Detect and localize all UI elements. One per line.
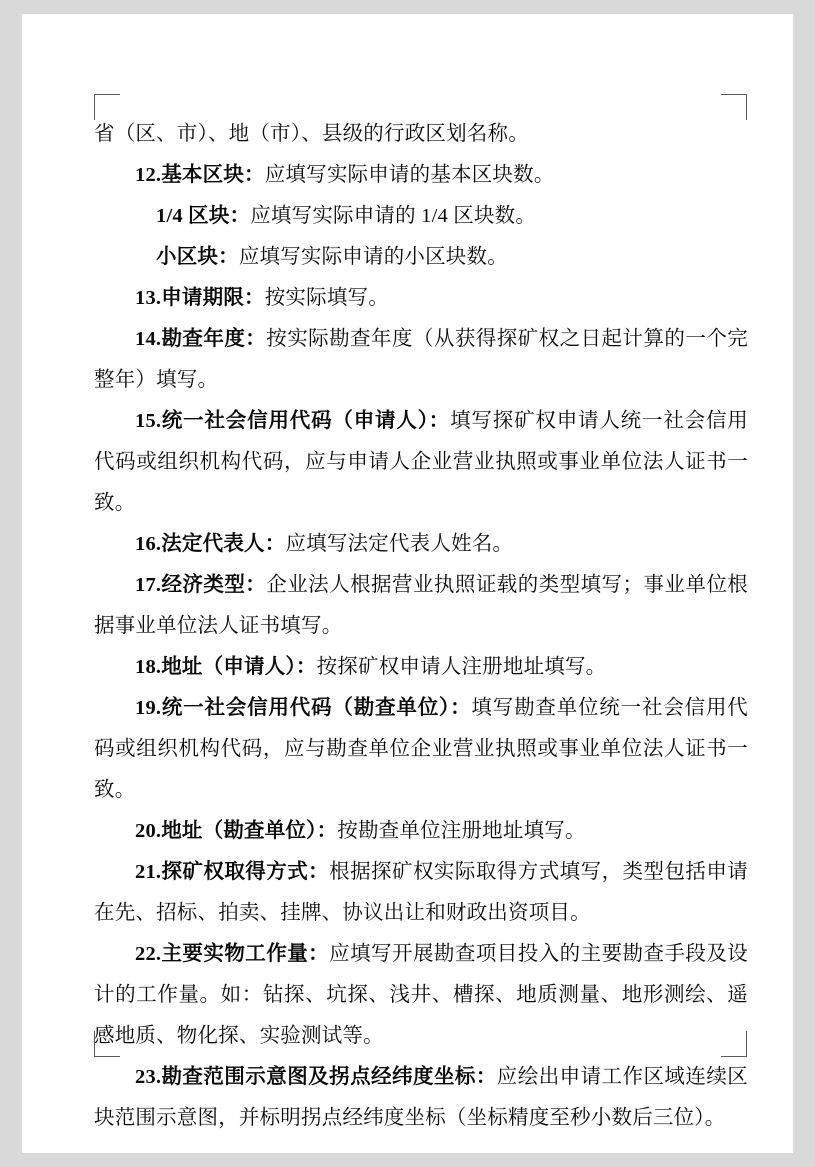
paragraph-item-20-text: 按勘查单位注册地址填写。 — [337, 820, 586, 842]
paragraph-item-17-label: 17.经济类型： — [135, 574, 267, 596]
paragraph-item-12 — [94, 155, 748, 196]
paragraph-item-small-block-text: 应填写实际申请的小区块数。 — [238, 246, 508, 268]
paragraph-item-small-block-label: 小区块： — [156, 246, 239, 268]
paragraph-item-13-label: 13.申请期限： — [135, 287, 265, 309]
document-page — [22, 14, 793, 1153]
paragraph-item-small-block — [94, 237, 748, 278]
paragraph-item-21-label: 21.探矿权取得方式： — [135, 861, 330, 883]
paragraph-item-16 — [94, 524, 748, 565]
paragraph-continuation — [94, 114, 748, 155]
paragraph-item-16-label: 16.法定代表人： — [135, 533, 286, 555]
paragraph-item-18-text: 按探矿权申请人注册地址填写。 — [316, 656, 607, 678]
paragraph-item-13-text: 按实际填写。 — [264, 287, 389, 309]
paragraph-item-quarter-block — [94, 196, 748, 237]
paragraph-item-18 — [94, 647, 748, 688]
paragraph-item-23 — [94, 1057, 748, 1139]
paragraph-item-16-text: 应填写法定代表人姓名。 — [285, 533, 514, 555]
paragraph-item-17 — [94, 565, 748, 647]
paragraph-item-quarter-block-label: 1/4 区块： — [156, 205, 251, 227]
paragraph-item-21-text: 根据探矿权实际取得方式填写，类型包括申请在先、招标、拍卖、挂牌、协议出让和财政出资项目。 — [94, 861, 749, 924]
paragraph-item-19-text: 填写勘查单位统一社会信用代码或组织机构代码，应与勘查单位企业营业执照或事业单位法人证书一致。 — [94, 697, 748, 801]
paragraph-item-14 — [94, 319, 748, 401]
paragraph-item-18-label: 18.地址（申请人）： — [135, 656, 317, 678]
paragraph-item-13 — [94, 278, 748, 319]
paragraph-item-23-text: 应绘出申请工作区域连续区块范围示意图，并标明拐点经纬度坐标（坐标精度至秒小数后三位）。 — [94, 1066, 748, 1129]
paragraph-item-12-label: 12.基本区块： — [135, 164, 265, 186]
paragraph-item-22 — [94, 934, 748, 1057]
paragraph-item-22-label: 22.主要实物工作量： — [135, 943, 330, 965]
paragraph-item-12-text: 应填写实际申请的基本区块数。 — [264, 164, 555, 186]
paragraph-item-14-text: 按实际勘查年度（从获得探矿权之日起计算的一个完整年）填写。 — [94, 328, 748, 391]
paragraph-item-15-label: 15.统一社会信用代码（申请人）： — [135, 410, 451, 432]
paragraph-item-19 — [94, 688, 748, 811]
paragraph-item-23-label: 23.勘查范围示意图及拐点经纬度坐标： — [135, 1066, 497, 1088]
document-body — [94, 114, 748, 1139]
paragraph-item-19-label: 19.统一社会信用代码（勘查单位）： — [135, 697, 472, 719]
paragraph-item-15-text: 填写探矿权申请人统一社会信用代码或组织机构代码，应与申请人企业营业执照或事业单位法人证书一致。 — [94, 410, 748, 514]
paragraph-item-quarter-block-text: 应填写实际申请的 1/4 区块数。 — [250, 205, 537, 227]
paragraph-item-15 — [94, 401, 748, 524]
paragraph-continuation-text: 省（区、市）、地（市）、县级的行政区划名称。 — [94, 123, 529, 145]
paragraph-item-20-label: 20.地址（勘查单位）： — [135, 820, 338, 842]
paragraph-item-22-text: 应填写开展勘查项目投入的主要勘查手段及设计的工作量。如：钻探、坑探、浅井、槽探、地质测量、地形测绘、遥感地质、物化探、实验测试等。 — [94, 943, 749, 1047]
paragraph-item-20 — [94, 811, 748, 852]
paragraph-item-17-text: 企业法人根据营业执照证载的类型填写；事业单位根据事业单位法人证书填写。 — [94, 574, 748, 637]
paragraph-item-21 — [94, 852, 748, 934]
paragraph-item-14-label: 14.勘查年度： — [135, 328, 267, 350]
